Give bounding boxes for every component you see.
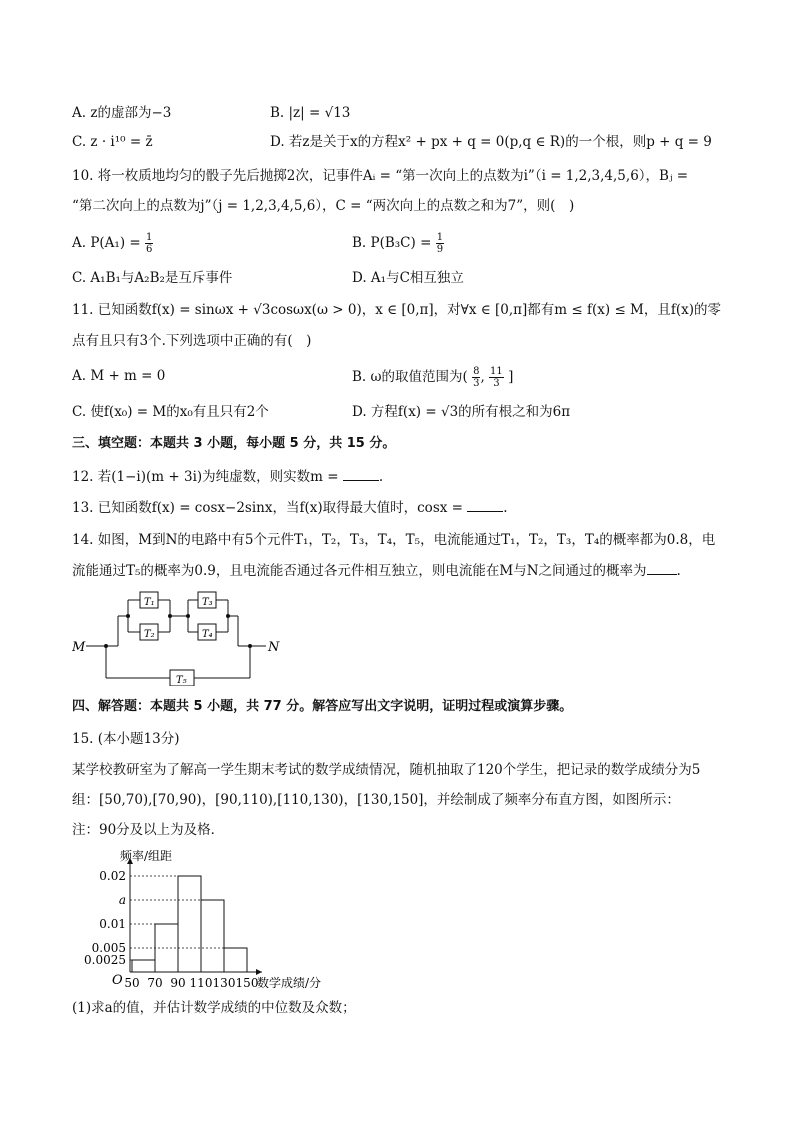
fraction: $\frac{1}{6}$ — [146, 232, 153, 255]
q11-stem-line1: 11. 已知函数f(x) = sinωx + √3cosωx(ω > 0)，x ∈ [0,π]，对∀x ∈ [0,π]都有m ≤ f(x) ≤ M，且f(x)的零 — [72, 302, 722, 318]
histogram-bar — [201, 900, 224, 972]
q9-option-c: C. z · i¹⁰ = z̄ — [72, 134, 153, 150]
section-3-heading: 三、填空题：本题共 3 小题，每小题 5 分，共 15 分。 — [72, 436, 396, 451]
junction-dot — [186, 614, 190, 618]
histogram-labels — [84, 848, 321, 990]
q14-stem-line2: 流能通过T₅的概率为0.9，且电流能否通过各元件相互独立，则电流能在M与N之间通过的概率为 . — [72, 560, 681, 581]
x-tick-label: 110 — [189, 976, 213, 990]
junction-dot — [226, 614, 230, 618]
frequency-histogram — [74, 844, 364, 994]
label-t3: T₃ — [202, 597, 213, 608]
q11-option-c: C. 使f(x₀) = M的x₀有且只有2个 — [72, 404, 269, 420]
y-tick-label: a — [118, 893, 126, 907]
q15-stem-line1: 某学校教研室为了解高一学生期末考试的数学成绩情况，随机抽取了120个学生，把记录的数学成绩分为5 — [72, 762, 701, 778]
q15-note: 注：90分及以上为及格． — [72, 822, 225, 838]
label-t5: T₅ — [176, 675, 187, 686]
q9-option-a: A. z的虚部为−3 — [72, 105, 172, 121]
y-axis-title: 频率/组距 — [120, 849, 173, 863]
q10-stem-line1: 10. 将一枚质地均匀的骰子先后抛掷2次，记事件Aᵢ = “第一次向上的点数为i”（i = 1,2,3,4,5,6），Bⱼ = — [72, 168, 689, 184]
label-t2: T₂ — [144, 629, 155, 640]
y-tick-label: 0.005 — [91, 941, 126, 955]
x-tick-label: 70 — [147, 976, 163, 990]
circuit-diagram — [72, 586, 292, 686]
histogram-bars — [132, 876, 247, 972]
q10-option-b: B. P(B₃C) = $\frac{1}{9}$ — [352, 232, 444, 255]
q10-stem-line2: “第二次向上的点数为j”（j = 1,2,3,4,5,6），C = “两次向上的点数之和为7”，则( ) — [72, 198, 575, 214]
q11-stem-line2: 点有且只有3个.下列选项中正确的有( ) — [72, 333, 312, 349]
x-tick-label: 130 — [212, 976, 236, 990]
fraction: $\frac{1}{9}$ — [436, 232, 444, 255]
q10-option-c: C. A₁B₁与A₂B₂是互斥事件 — [72, 270, 233, 286]
q11-option-b: B. ω的取值范围为( $\frac{8}{3}$ , $\frac{11}{3}$ ] — [352, 366, 514, 389]
x-axis-arrow — [256, 969, 262, 975]
q13-stem: 13. 已知函数f(x) = cosx−2sinx，当f(x)取得最大值时，cosx = . — [72, 497, 508, 518]
fraction: $\frac{11}{3}$ — [490, 366, 503, 389]
q11-option-a: A. M + m = 0 — [72, 368, 166, 384]
fraction: $\frac{8}{3}$ — [473, 366, 480, 389]
label-t4: T₄ — [202, 629, 213, 640]
y-tick-label: 0.01 — [99, 917, 126, 931]
q12-stem: 12. 若(1−i)(m + 3i)为纯虚数，则实数m = . — [72, 466, 383, 487]
section-4-heading: 四、解答题：本题共 5 小题，共 77 分。解答应写出文字说明，证明过程或演算步骤。 — [72, 699, 573, 714]
answer-blank — [467, 497, 503, 512]
histogram-bar — [224, 948, 247, 972]
origin-label: O — [112, 973, 123, 988]
junction-dot — [168, 614, 172, 618]
x-tick-label: 90 — [170, 976, 186, 990]
node-label-n: N — [268, 640, 280, 655]
answer-blank — [343, 466, 379, 481]
x-tick-label: 150 — [235, 976, 259, 990]
x-tick-label: 50 — [124, 976, 140, 990]
junction-dot — [248, 644, 252, 648]
label-t1: T₁ — [144, 597, 155, 608]
histogram-bar — [132, 960, 155, 972]
q15-part1: (1)求a的值，并估计数学成绩的中位数及众数； — [72, 1000, 356, 1016]
q15-header: 15. (本小题13分) — [72, 731, 180, 747]
y-tick-label: 0.0025 — [84, 953, 126, 967]
histogram-bar — [178, 876, 201, 972]
answer-blank — [647, 560, 677, 575]
y-tick-label: 0.02 — [99, 869, 126, 883]
q14-stem-line1: 14. 如图，M到N的电路中有5个元件T₁，T₂，T₃，T₄，T₅，电流能通过T₁，T₂，T₃，T₄的概率都为0.8，电 — [72, 532, 716, 548]
histogram-guides — [130, 876, 224, 960]
q15-stem-line2: 组：[50,70),[70,90)，[90,110),[110,130)，[130,150]，并绘制成了频率分布直方图，如图所示： — [72, 792, 680, 808]
q9-option-b: B. |z| = √13 — [270, 105, 351, 121]
q10-option-a: A. P(A₁) = $\frac{1}{6}$ — [72, 232, 153, 255]
q10-option-d: D. A₁与C相互独立 — [352, 270, 464, 286]
q9-option-d: D. 若z是关于x的方程x² + px + q = 0(p,q ∈ R)的一个根，则p + q = 9 — [270, 134, 712, 150]
x-axis-title: 数学成绩/分 — [257, 976, 322, 990]
junction-dot — [104, 644, 108, 648]
junction-dot — [126, 614, 130, 618]
node-label-m: M — [72, 640, 86, 655]
q11-option-d: D. 方程f(x) = √3的所有根之和为6π — [352, 404, 571, 420]
